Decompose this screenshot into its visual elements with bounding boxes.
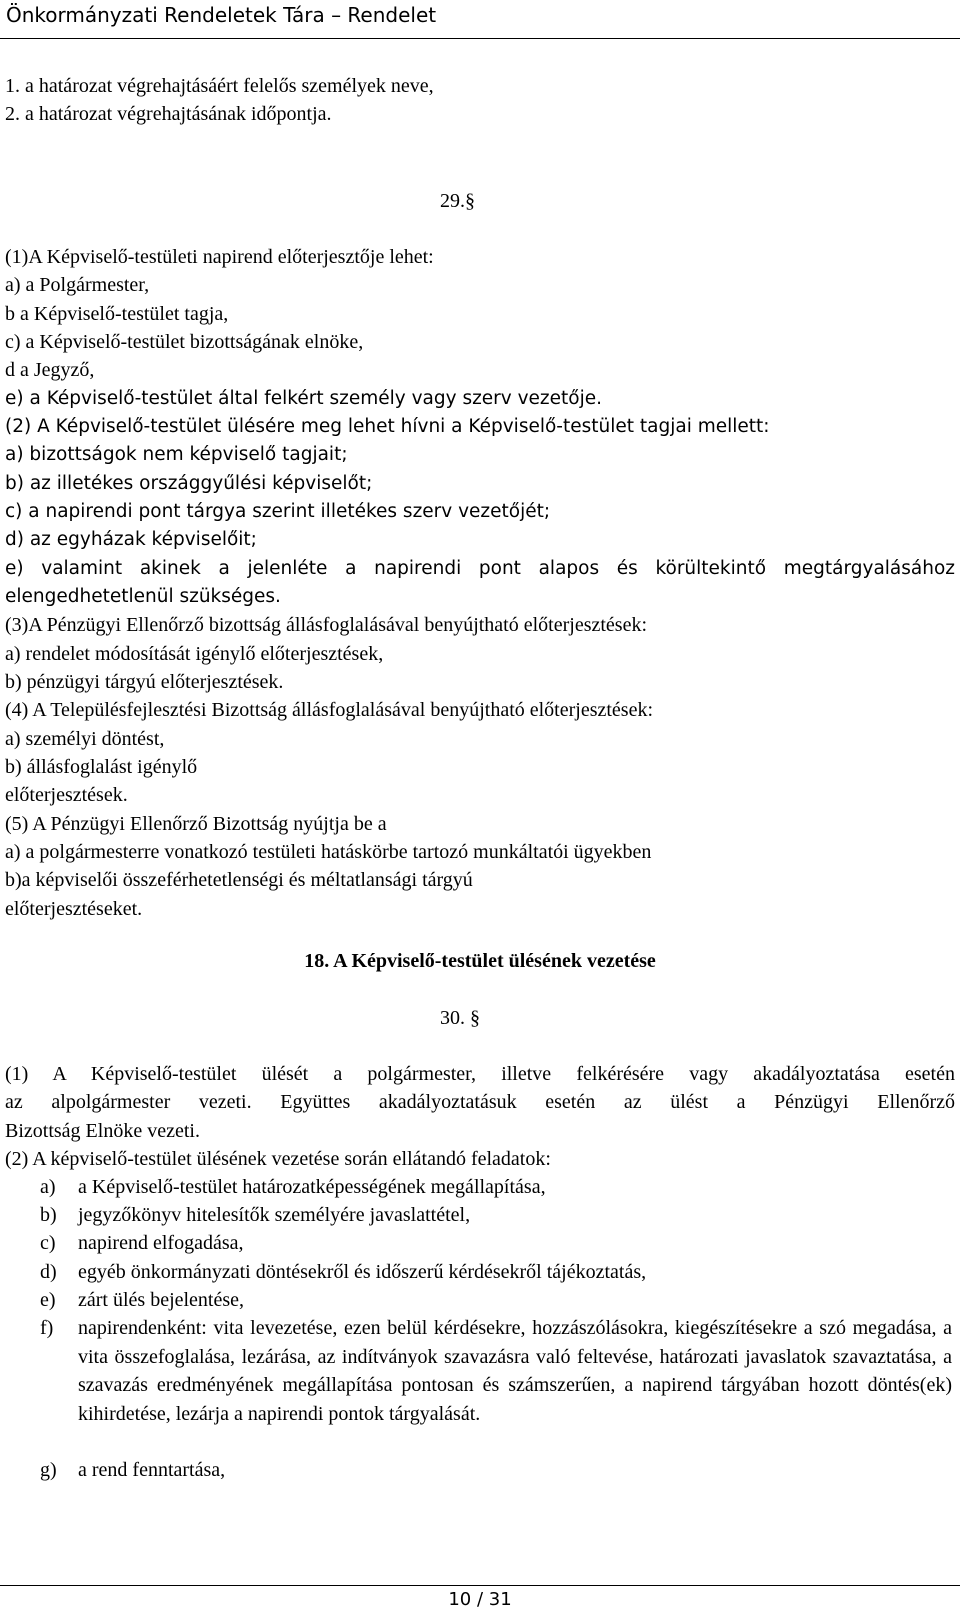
s29-p3-line: a) rendelet módosítását igénylő előterjesztések, [5,643,384,665]
footer-rule [0,1585,960,1586]
header-title: Önkormányzati Rendeletek Tára – Rendelet [6,3,437,27]
list-item [40,1258,952,1287]
s29-p1-line: b a Képviselő-testület tagja, [5,303,229,325]
s29-p1-line: (1)A Képviselő-testületi napirend előterjesztője lehet: [5,246,434,268]
list-item-text: a rend fenntartása, [78,1459,226,1481]
list-item-letter: e) [40,1289,56,1311]
s29-p3-line: b) pénzügyi tárgyú előterjesztések. [5,671,284,693]
list-item [40,1314,952,1428]
page-header [0,0,960,40]
section-30-heading: 30. § [440,1007,480,1029]
list-item-letter: a) [40,1176,56,1198]
list-item-letter: b) [40,1204,57,1226]
list-item [40,1286,952,1315]
section-29-heading: 29.§ [440,190,475,212]
list-item-text: egyéb önkormányzati döntésekről és időszerű kérdésekről tájékoztatás, [78,1261,647,1283]
s29-p3-line: (3)A Pénzügyi Ellenőrző bizottság állásfoglalásával benyújtható előterjesztések: [5,614,648,636]
s29-p2-line: a) bizottságok nem képviselő tagjait; [5,444,348,465]
list-item-letter: f) [40,1317,54,1339]
s29-p2-line: d) az egyházak képviselőit; [5,529,257,550]
s29-p5-line: a) a polgármesterre vonatkozó testületi hatáskörbe tartozó munkáltatói ügyekben [5,841,652,863]
s29-p1-line: d a Jegyző, [5,359,95,381]
s29-p1-line: e) a Képviselő-testület által felkért személy vagy szerv vezetője. [5,388,603,409]
s30-p1-line2: az alpolgármester vezeti. Együttes akadályoztatásuk esetén az ülést a Pénzügyi Ellenőrző [5,1091,955,1113]
s29-p4-line: előterjesztések. [5,784,128,806]
s29-p5-line: (5) A Pénzügyi Ellenőrző Bizottság nyújtja be a [5,813,387,835]
s29-p2-line: (2) A Képviselő-testület ülésére meg lehet hívni a Képviselő-testület tagjai mellett: [5,416,770,437]
list-item-letter: d) [40,1261,57,1283]
s29-p2-line: b) az illetékes országgyűlési képviselőt; [5,473,373,494]
chapter-18-title: 18. A Képviselő-testület ülésének vezetése [304,950,656,972]
list-item-text: zárt ülés bejelentése, [78,1289,245,1311]
list-item-letter: g) [40,1459,57,1481]
list-item-text: a Képviselő-testület határozatképességének megállapítása, [78,1176,546,1198]
list-item-text: napirend elfogadása, [78,1232,244,1254]
s29-p1-line: a) a Polgármester, [5,274,150,296]
s29-p2-e-line2: elengedhetetlenül szükséges. [5,586,281,607]
list-item [40,1456,952,1485]
list-item-text: jegyzőkönyv hitelesítők személyére javaslattétel, [78,1204,471,1226]
list-item [40,1201,952,1230]
s29-p5-line: b)a képviselői összeférhetetlenségi és méltatlansági tárgyú [5,869,473,891]
s29-p2-line: c) a napirendi pont tárgya szerint illetékes szerv vezetőjét; [5,501,551,522]
list-item-letter: c) [40,1232,56,1254]
s29-p5-line: előterjesztéseket. [5,898,143,920]
s29-p4-line: a) személyi döntést, [5,728,165,750]
list-item [40,1173,952,1202]
header-rule [0,38,960,39]
s29-p1-line: c) a Képviselő-testület bizottságának elnöke, [5,331,364,353]
s30-p1-line1: (1) A Képviselő-testület ülését a polgármester, illetve felkérésére vagy akadályoztatása esetén [5,1063,955,1085]
list-item-text: napirendenként: vita levezetése, ezen belül kérdésekre, hozzászólásokra, kiegészítésekre a szó megadása, a vita összefoglalása, lezárása, az indítványok szavazásra való feltevése, határozati javaslatok szavaztatása, a szavazás eredményének megállapítása pontosan és számszerűen, a napirend tárgyában hozott döntés(ek) kihirdetése, lezárja a napirendi pontok tárgyalását. [78,1317,952,1425]
top-list-item-2: 2. a határozat végrehajtásának időpontja. [5,103,332,125]
list-item [40,1229,952,1258]
page-number: 10 / 31 [448,1589,512,1610]
s29-p4-line: b) állásfoglalást igénylő [5,756,198,778]
s30-p1-line3: Bizottság Elnöke vezeti. [5,1120,200,1142]
s29-p4-line: (4) A Településfejlesztési Bizottság állásfoglalásával benyújtható előterjesztések: [5,699,654,721]
page-footer [0,1585,960,1617]
s30-p2-intro: (2) A képviselő-testület ülésének vezetése során ellátandó feladatok: [5,1148,551,1170]
s29-p2-e-line1: e) valamint akinek a jelenléte a napirendi pont alapos és körültekintő megtárgyalásához [5,558,955,579]
top-list-item-1: 1. a határozat végrehajtásáért felelős személyek neve, [5,75,434,97]
